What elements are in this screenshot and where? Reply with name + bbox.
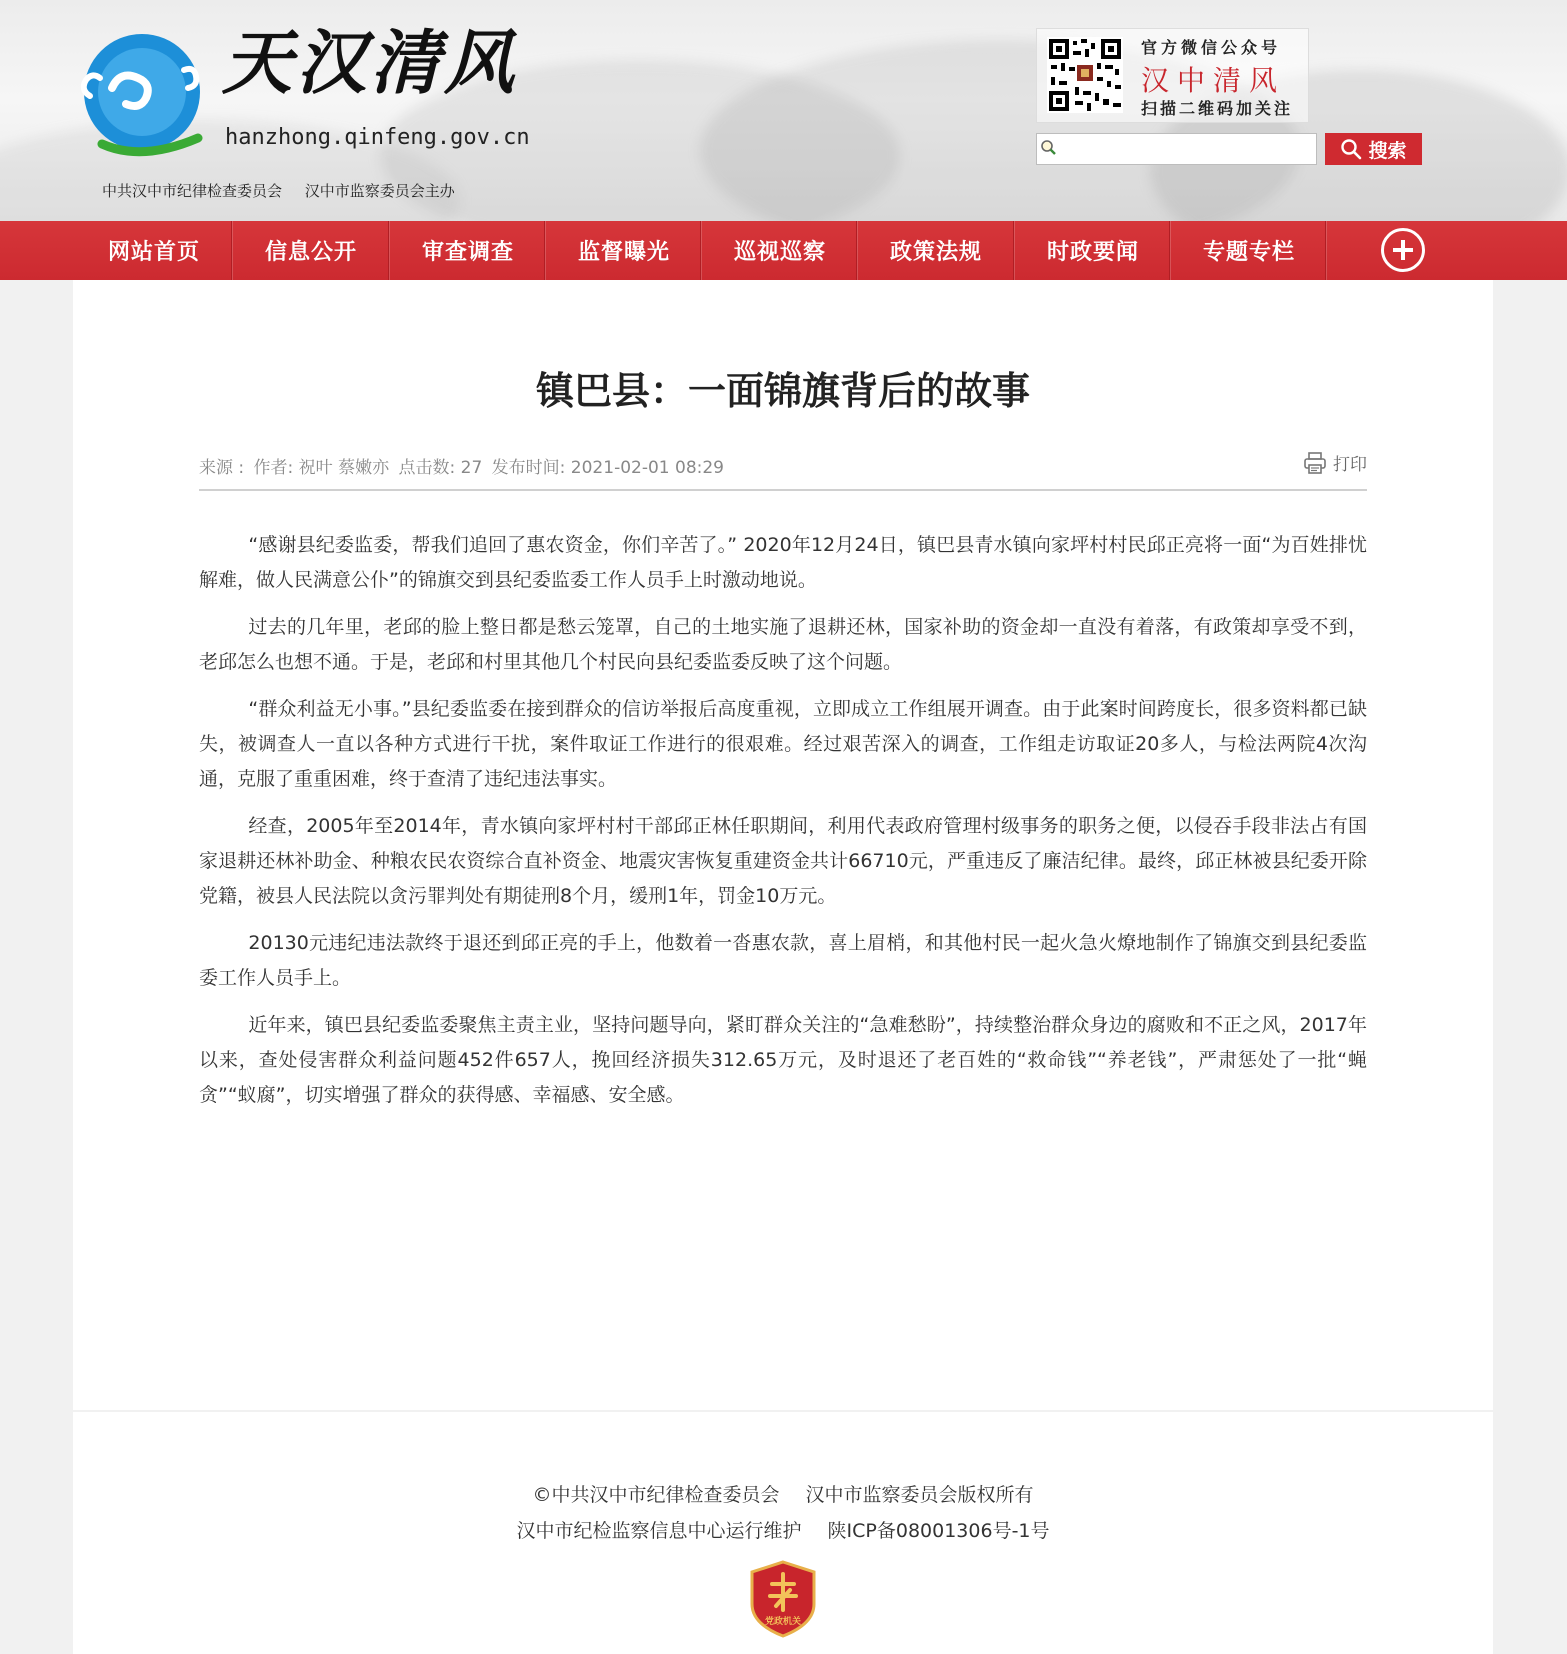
wechat-caption: 官方微信公众号 [1141,38,1282,57]
footer-icp-link[interactable]: 陕ICP备08001306号-1号 [827,1520,1050,1542]
wechat-account-name: 汉中清风 [1141,64,1286,97]
nav-divider [1169,221,1170,280]
article-paragraph: 20130元违纪违法款终于退还到邱正亮的手上，他数着一沓惠农款，喜上眉梢，和其他村民一起火急火燎地制作了锦旗交到县纪委监委工作人员手上。 [199,932,1367,989]
nav-item-home[interactable]: 网站首页 [107,240,200,265]
nav-item-news[interactable]: 时政要闻 [1046,240,1139,265]
nav-divider [231,221,232,280]
main-nav [0,221,1567,280]
nav-item-policy[interactable]: 政策法规 [889,240,982,265]
meta-author: 作者: 祝叶 蔡嫩亦 [253,458,390,478]
nav-item-investigation[interactable]: 审查调查 [421,240,514,265]
nav-divider [856,221,857,280]
brand-name: 天汉清风 [222,21,518,104]
search-icon [1340,138,1362,160]
search-field-icon [1040,139,1058,157]
nav-divider [1325,221,1326,280]
meta-published: 发布时间: 2021-02-01 08:29 [491,458,724,478]
article-body [199,528,1367,1125]
brand-url: hanzhong.qinfeng.gov.cn [225,125,530,150]
print-button[interactable] [1303,450,1367,475]
nav-divider [544,221,545,280]
nav-item-exposure[interactable]: 监督曝光 [577,240,670,265]
article-paragraph: “感谢县纪委监委，帮我们追回了惠农资金，你们辛苦了。” 2020年12月24日，镇巴县青水镇向家坪村村民邱正亮将一面“为百姓排忧解难，做人民满意公仆”的锦旗交到县纪委监委工作人员手上时激动地说。 [199,534,1367,591]
nav-divider [1013,221,1014,280]
search-button-label: 搜索 [1368,140,1407,162]
wechat-scan-hint: 扫描二维码加关注 [1141,99,1294,118]
nav-item-info-disclosure[interactable]: 信息公开 [264,240,357,265]
party-government-badge-icon[interactable] [748,1560,818,1638]
printer-icon [1303,451,1327,475]
article-meta [199,453,728,478]
host-organizations [102,180,473,201]
print-label: 打印 [1333,455,1367,475]
meta-clicks: 点击数: 27 [398,458,483,478]
search-input[interactable] [1036,133,1317,165]
nav-item-topics[interactable]: 专题专栏 [1202,240,1295,265]
site-logo-icon [72,26,212,166]
meta-source: 来源 : [199,458,245,478]
footer-copyright-line [73,1480,1493,1507]
host-org-1: 中共汉中市纪律检查委员会 [102,182,283,200]
search-button[interactable] [1325,133,1422,165]
plus-circle-icon[interactable] [1381,228,1425,272]
article-paragraph: 近年来，镇巴县纪委监委聚焦主责主业，坚持问题导向，紧盯群众关注的“急难愁盼”，持续整治群众身边的腐败和不正之风，2017年以来，查处侵害群众利益问题452件657人，挽回经济损失312.65万元，及时退还了老百姓的“救命钱”“养老钱”，严肃惩处了一批“蝇贪”“蚁腐”，切实增强了群众的获得感、幸福感、安全感。 [199,1014,1367,1106]
footer-copyright-2: 汉中市监察委员会版权所有 [805,1484,1034,1506]
badge-label: 党政机关 [764,1617,802,1627]
site-header [0,0,1567,221]
meta-divider [199,489,1367,491]
nav-divider [388,221,389,280]
nav-divider [700,221,701,280]
article-title: 镇巴县：一面锦旗背后的故事 [535,369,1030,413]
footer-maintainer: 汉中市纪检监察信息中心运行维护 [516,1520,802,1542]
wechat-qr-panel [1036,28,1309,123]
nav-item-inspection[interactable]: 巡视巡察 [733,240,826,265]
qr-code-icon [1047,37,1123,113]
article-container [73,280,1493,1410]
article-paragraph: “群众利益无小事。”县纪委监委在接到群众的信访举报后高度重视，立即成立工作组展开调查。由于此案时间跨度长，很多资料都已缺失，被调查人一直以各种方式进行干扰，案件取证工作进行的很艰难。经过艰苦深入的调查，工作组走访取证20多人，与检法两院4次沟通，克服了重重困难，终于查清了违纪违法事实。 [199,698,1367,790]
article-paragraph: 过去的几年里，老邱的脸上整日都是愁云笼罩，自己的土地实施了退耕还林，国家补助的资金却一直没有着落，有政策却享受不到，老邱怎么也想不通。于是，老邱和村里其他几个村民向县纪委监委反映了这个问题。 [199,616,1367,673]
article-paragraph: 经查，2005年至2014年，青水镇向家坪村村干部邱正林任职期间，利用代表政府管理村级事务的职务之便，以侵吞手段非法占有国家退耕还林补助金、种粮农民农资综合直补资金、地震灾害恢复重建资金共计66710元，严重违反了廉洁纪律。最终，邱正林被县纪委开除党籍，被县人民法院以贪污罪判处有期徒刑8个月，缓刑1年，罚金10万元。 [199,815,1367,907]
host-org-2: 汉中市监察委员会主办 [304,182,455,200]
footer-maintainer-line [73,1516,1493,1543]
site-footer [73,1412,1493,1654]
footer-copyright-1: ©中共汉中市纪律检查委员会 [532,1484,780,1506]
